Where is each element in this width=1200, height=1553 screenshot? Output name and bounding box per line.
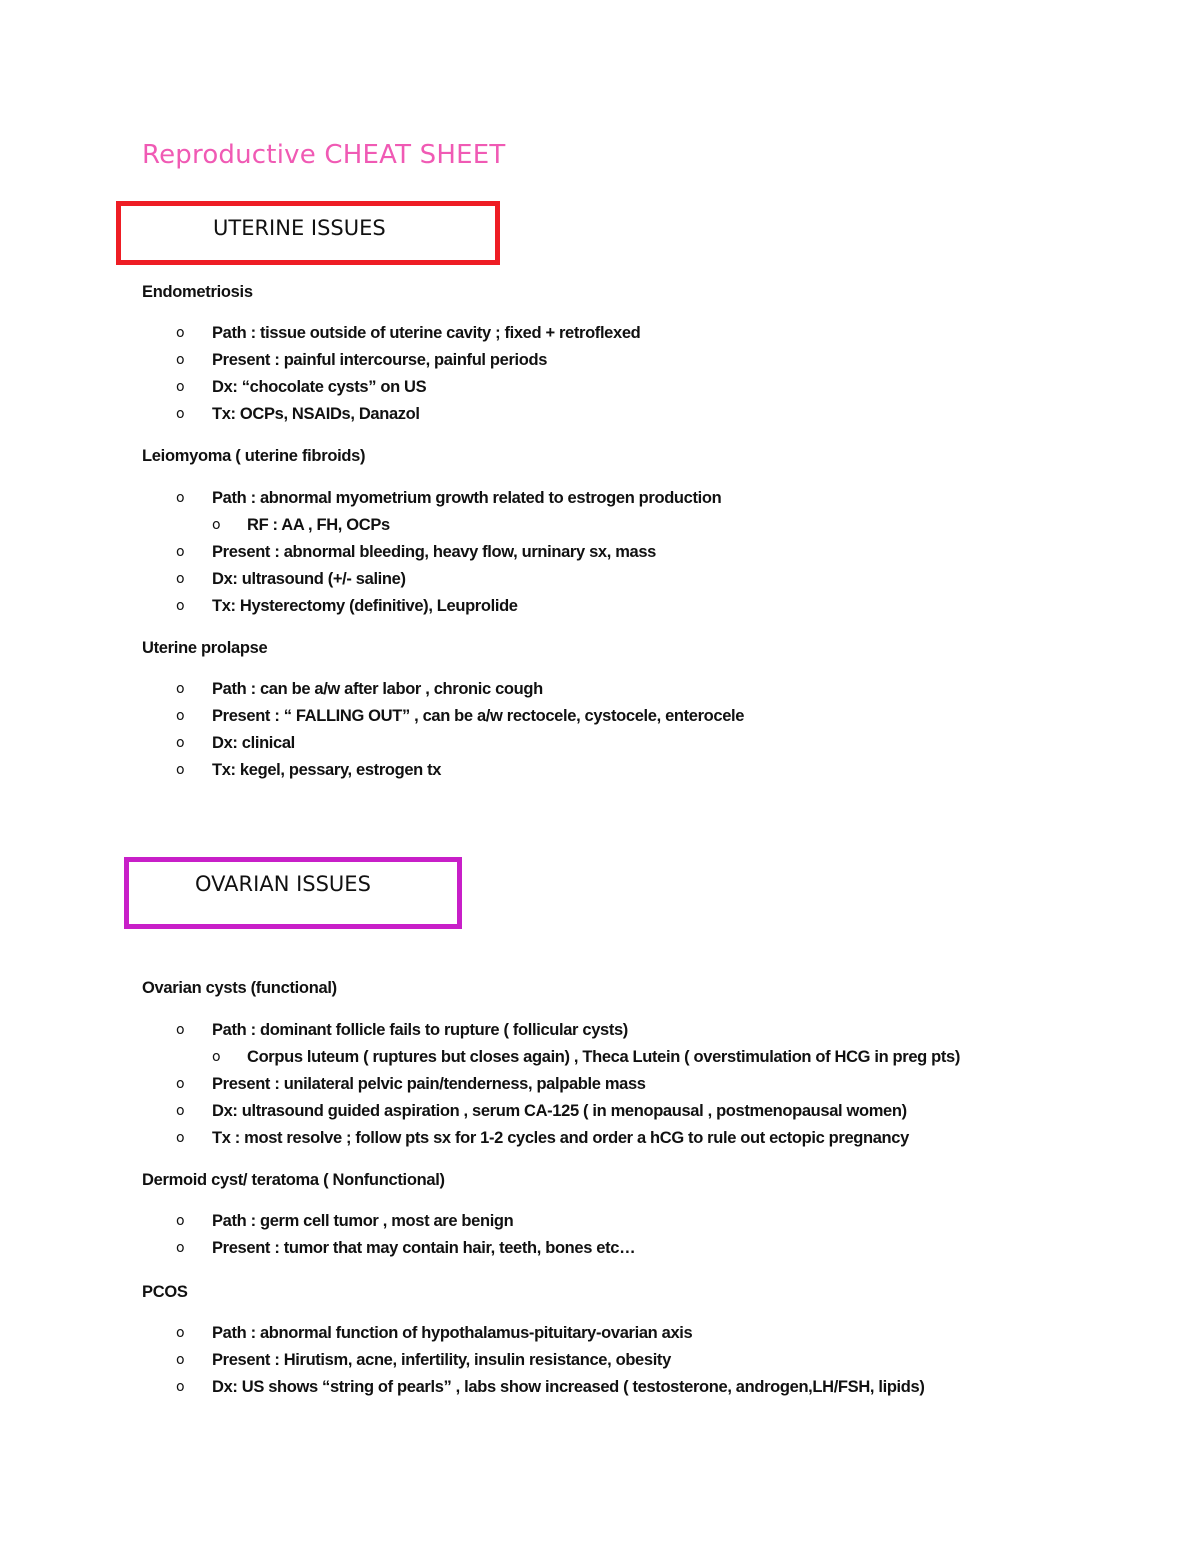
bullet-marker: o — [176, 1213, 185, 1229]
bullet-marker: o — [176, 379, 185, 395]
bullet-marker: o — [176, 571, 185, 587]
bullet-marker: o — [176, 1352, 185, 1368]
condition-endometriosis: Endometriosis — [142, 283, 253, 301]
bullet-marker: o — [176, 735, 185, 751]
condition-leiomyoma: Leiomyoma ( uterine fibroids) — [142, 447, 366, 465]
bullet-marker: o — [176, 325, 185, 341]
condition-dermoid-cyst: Dermoid cyst/ teratoma ( Nonfunctional) — [142, 1171, 445, 1189]
bullet-marker: o — [176, 352, 185, 368]
bullet-marker: o — [176, 1130, 185, 1146]
uterine-issues-heading: UTERINE ISSUES — [213, 216, 386, 240]
condition-ovarian-cysts: Ovarian cysts (functional) — [142, 979, 337, 997]
ovarian-issues-heading: OVARIAN ISSUES — [195, 872, 371, 896]
bullet-marker: o — [176, 708, 185, 724]
bullet-marker: o — [176, 1022, 185, 1038]
condition-pcos: PCOS — [142, 1283, 188, 1301]
document-page: Reproductive CHEAT SHEET UTERINE ISSUES Endometriosis o Path : tissue outside of uterine cavity ; fixed + retroflexed o Present : painful intercourse, painful periods o Dx: “chocolate cysts” on US o Tx: OCPs, NSAIDs, Danazol Leiomyoma ( uterine fibroids) o Path : abnormal myometrium growth related to estrogen production o RF : AA , FH, OCPs o Present : abnormal bleeding, heavy flow, urninary sx, mass o Dx: ultrasound (+/- saline) o Tx: Hysterectomy (definitive), Leuprolide Uterine prolapse o Path : can be a/w after labor , chronic cough o Present : “ FALLING OUT” , can be a/w rectocele, cystocele, enterocele o Dx: clinical o Tx: kegel, pessary, estrogen tx OVARIAN ISSUES Ovarian cysts (functional) o Path : dominant follicle fails to rupture ( follicular cysts) o Corpus luteum ( ruptures but closes again) , Theca Lutein ( overstimulation of HCG in preg pts) o Present : unilateral pelvic pain/tenderness, palpable mass o Dx: ultrasound guided aspiration , serum CA-125 ( in menopausal , postmenopausal women) o Tx : most resolve ; follow pts sx for 1-2 cycles and order a hCG to rule out ectopic pregnancy Dermoid cyst/ teratoma ( Nonfunctional) o Path : germ cell tumor , most are benign o Present : tumor that may contain hair, teeth, bones etc… PCOS o Path : abnormal function of hypothalamus-pituitary-ovarian axis o Present : Hirutism, acne, infertility, insulin resistance, obesity o Dx: US shows “string of pearls” , labs show increased ( testosterone, androgen,LH/FSH, lipids) — [0, 0, 1200, 1553]
bullet-marker: o — [212, 517, 221, 533]
condition-uterine-prolapse: Uterine prolapse — [142, 639, 268, 657]
bullet-marker: o — [176, 598, 185, 614]
bullet-marker: o — [176, 1076, 185, 1092]
bullet-marker: o — [176, 762, 185, 778]
bullet-marker: o — [176, 490, 185, 506]
bullet-marker: o — [176, 681, 185, 697]
ovarian-issues-box — [124, 857, 462, 929]
document-title: Reproductive CHEAT SHEET — [142, 140, 506, 170]
bullet-marker: o — [176, 406, 185, 422]
uterine-issues-box — [116, 201, 500, 265]
bullet-marker: o — [176, 544, 185, 560]
bullet-marker: o — [212, 1049, 221, 1065]
bullet-marker: o — [176, 1103, 185, 1119]
bullet-marker: o — [176, 1325, 185, 1341]
bullet-marker: o — [176, 1240, 185, 1256]
bullet-marker: o — [176, 1379, 185, 1395]
